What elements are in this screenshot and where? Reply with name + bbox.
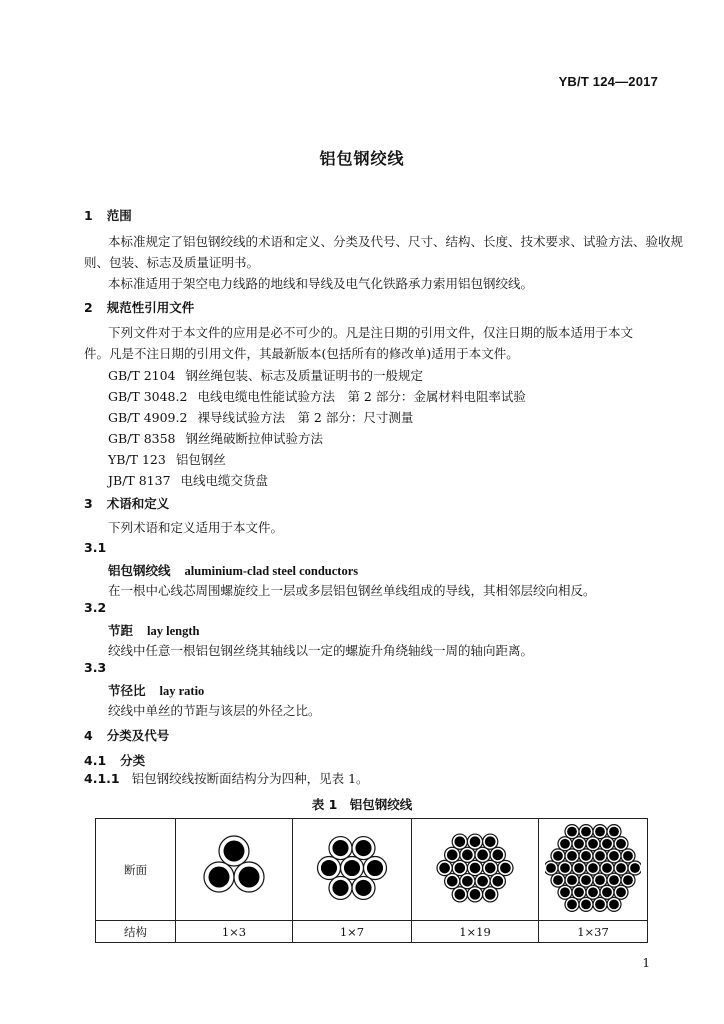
wire-strand-core: [462, 876, 473, 887]
wire-strand-core: [454, 863, 465, 874]
wire-strand-core: [546, 863, 556, 873]
wire-strand-core: [588, 839, 598, 849]
reference-item: JB/T 8137 电线电缆交货盘: [108, 473, 269, 488]
wire-strand-core: [623, 851, 633, 861]
wire-strand-core: [567, 899, 577, 909]
row-header-structure: 结构: [96, 921, 176, 943]
page-number: 1: [642, 956, 650, 970]
wire-strand-core: [355, 840, 371, 856]
structure-cell: 1×19: [412, 921, 539, 943]
cross-section-1x37: [539, 819, 648, 921]
wire-strand-core: [609, 827, 619, 837]
wire-strand-core: [623, 875, 633, 885]
wire-strand-core: [492, 850, 503, 861]
wire-strand-core: [574, 839, 584, 849]
structure-cell: 1×7: [293, 921, 412, 943]
wire-strand-core: [602, 839, 612, 849]
cross-section-1x7: [293, 819, 412, 921]
wire-strand-core: [588, 887, 598, 897]
wire-strand-core: [609, 851, 619, 861]
section-4-1-1: 4.1.1 铝包钢绞线按断面结构分为四种，见表 1。: [84, 771, 369, 786]
reference-item: GB/T 3048.2 电线电缆电性能试验方法 第 2 部分：金属材料电阻率试验: [108, 389, 526, 404]
wire-strand-core: [567, 875, 577, 885]
wire-strand-core: [588, 863, 598, 873]
reference-item: GB/T 4909.2 裸导线试验方法 第 2 部分：尺寸测量: [108, 410, 414, 425]
section-1-para-1-line-2: 则、包装、标志及质量证明书。: [84, 255, 260, 270]
wire-strand-core: [454, 889, 465, 900]
wire-strand-core: [367, 860, 383, 876]
wire-strand-core: [462, 850, 473, 861]
term-name: 铝包钢绞线 aluminium-clad steel conductors: [108, 563, 359, 578]
wire-strand-core: [332, 880, 348, 896]
wire-strand-core: [470, 889, 481, 900]
wire-strand-core: [355, 880, 371, 896]
wire-strand-core: [567, 851, 577, 861]
section-1-para-2: 本标准适用于架空电力线路的地线和导线及电气化铁路承力索用铝包钢绞线。: [108, 276, 534, 291]
section-4-heading: 4 分类及代号: [84, 728, 170, 743]
wire-strand-core: [470, 863, 481, 874]
section-2-para-line-2: 件。凡是不注日期的引用文件，其最新版本(包括所有的修改单)适用于本文件。: [84, 346, 519, 361]
term-name: 节距 lay length: [108, 623, 200, 638]
wire-strand-core: [616, 887, 626, 897]
section-4-1-heading: 4.1 分类: [84, 753, 146, 768]
document-title: 铝包钢绞线: [319, 149, 405, 168]
wire-strand-core: [477, 850, 488, 861]
wire-strand-core: [595, 875, 605, 885]
section-2-heading: 2 规范性引用文件: [84, 300, 195, 315]
term-definition: 绞线中任意一根铝包钢丝绕其轴线以一定的螺旋升角绕轴线一周的轴向距离。: [108, 643, 534, 658]
wire-strand-core: [485, 889, 496, 900]
structure-cell: 1×37: [539, 921, 648, 943]
section-3-intro: 下列术语和定义适用于本文件。: [108, 520, 284, 535]
wire-strand-core: [500, 863, 511, 874]
term-name: 节径比 lay ratio: [108, 683, 205, 698]
cross-section-1x7-figure: [312, 828, 392, 908]
wire-strand-core: [470, 836, 481, 847]
wire-strand-core: [602, 863, 612, 873]
cross-section-1x3-figure: [194, 828, 274, 908]
wire-strand-core: [602, 887, 612, 897]
wire-strand-core: [560, 863, 570, 873]
wire-strand-core: [581, 851, 591, 861]
wire-strand-core: [581, 899, 591, 909]
wire-strand-core: [630, 863, 640, 873]
wire-strand-core: [609, 899, 619, 909]
row-header-section: 断面: [96, 819, 176, 921]
wire-strand-core: [581, 875, 591, 885]
structure-cell: 1×3: [176, 921, 293, 943]
wire-strand-core: [553, 851, 563, 861]
wire-strand-core: [560, 887, 570, 897]
standard-number: YB/T 124—2017: [558, 74, 658, 89]
table-caption: 表 1 铝包钢绞线: [311, 797, 413, 812]
wire-strand-core: [454, 836, 465, 847]
wire-strand-core: [616, 839, 626, 849]
term-definition: 绞线中单丝的节距与该层的外径之比。: [108, 703, 321, 718]
wire-strand-core: [485, 863, 496, 874]
section-1-heading: 1 范围: [84, 208, 132, 223]
wire-strand-core: [595, 827, 605, 837]
wire-strand-core: [477, 876, 488, 887]
term-number: 3.2: [84, 600, 107, 615]
wire-strand-core: [439, 863, 450, 874]
cross-section-1x19-figure: [435, 828, 515, 908]
wire-strand-core: [560, 839, 570, 849]
section-3-heading: 3 术语和定义: [84, 496, 170, 511]
wire-strand-core: [344, 860, 360, 876]
term-number: 3.3: [84, 660, 107, 675]
section-2-para-line-1: 下列文件对于本文件的应用是必不可少的。凡是注日期的引用文件，仅注日期的版本适用于本文: [108, 325, 634, 340]
wire-strand-core: [321, 860, 337, 876]
section-1-para-1-line-1: 本标准规定了铝包钢绞线的术语和定义、分类及代号、尺寸、结构、长度、技术要求、试验方法、验收规: [108, 234, 684, 249]
cross-section-1x37-figure: [545, 820, 641, 916]
term-number: 3.1: [84, 540, 107, 555]
wire-strand-core: [485, 836, 496, 847]
wire-strand-core: [553, 875, 563, 885]
term-definition: 在一根中心线芯周围螺旋绞上一层或多层铝包钢丝单线组成的导线，其相邻层绞向相反。: [108, 583, 596, 598]
wire-strand-core: [581, 827, 591, 837]
wire-strand-core: [616, 863, 626, 873]
wire-strand-core: [574, 887, 584, 897]
wire-strand-core: [447, 876, 458, 887]
wire-strand-core: [567, 827, 577, 837]
reference-item: YB/T 123 铝包钢丝: [108, 452, 226, 467]
wire-strand-core: [492, 876, 503, 887]
wire-strand-core: [447, 850, 458, 861]
reference-item: GB/T 2104 钢丝绳包装、标志及质量证明书的一般规定: [108, 368, 424, 383]
table-1: [95, 818, 648, 943]
cross-section-1x19: [412, 819, 539, 921]
wire-strand-core: [595, 851, 605, 861]
reference-item: GB/T 8358 钢丝绳破断拉伸试验方法: [108, 431, 324, 446]
wire-strand-core: [332, 840, 348, 856]
wire-strand-core: [609, 875, 619, 885]
wire-strand-core: [595, 899, 605, 909]
cross-section-1x3: [176, 819, 293, 921]
wire-strand-core: [574, 863, 584, 873]
